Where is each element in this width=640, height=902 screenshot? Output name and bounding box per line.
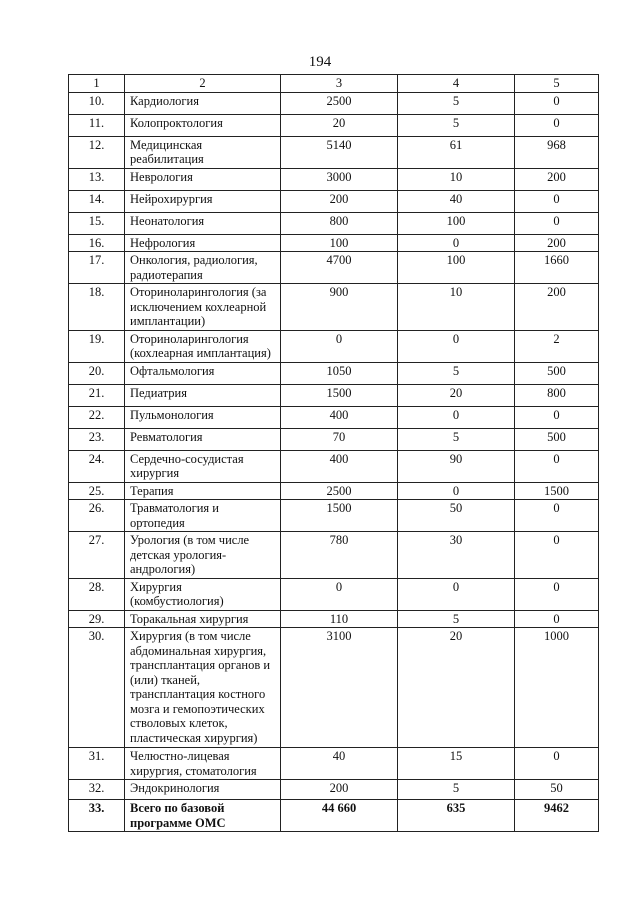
row-value-col4: 20	[398, 384, 515, 406]
row-specialty: Нефрология	[125, 234, 281, 252]
table-row	[69, 252, 599, 284]
data-table	[68, 74, 599, 832]
row-value-col4: 30	[398, 532, 515, 579]
row-value-col5: 500	[515, 428, 599, 450]
row-number: 16.	[69, 234, 125, 252]
row-value-col4: 5	[398, 780, 515, 800]
row-value-col4: 10	[398, 284, 515, 331]
row-value-col5: 200	[515, 284, 599, 331]
table-row	[69, 330, 599, 362]
row-value-col4: 0	[398, 578, 515, 610]
row-number: 33.	[69, 800, 125, 832]
row-number: 15.	[69, 212, 125, 234]
row-value-col4: 5	[398, 362, 515, 384]
row-value-col3: 780	[281, 532, 398, 579]
table-row	[69, 92, 599, 114]
row-number: 30.	[69, 628, 125, 748]
row-value-col5: 0	[515, 532, 599, 579]
row-value-col5: 0	[515, 92, 599, 114]
row-specialty: Травматология и ортопедия	[125, 500, 281, 532]
row-specialty: Кардиология	[125, 92, 281, 114]
column-header-2: 2	[125, 75, 281, 93]
row-value-col4: 40	[398, 190, 515, 212]
row-value-col5: 0	[515, 406, 599, 428]
table-row	[69, 578, 599, 610]
table-row	[69, 450, 599, 482]
table-row	[69, 482, 599, 500]
row-specialty: Хирургия (в том числе абдоминальная хирургия, трансплантация органов и (или) тканей, трансплантация костного мозга и гемопоэтических стволовых клеток, пластическая хирургия)	[125, 628, 281, 748]
row-value-col5: 200	[515, 168, 599, 190]
table-row	[69, 428, 599, 450]
row-value-col4: 0	[398, 406, 515, 428]
row-value-col3: 3000	[281, 168, 398, 190]
table-row	[69, 610, 599, 628]
row-value-col3: 0	[281, 578, 398, 610]
row-specialty: Пульмонология	[125, 406, 281, 428]
row-value-col4: 0	[398, 234, 515, 252]
row-value-col5: 1500	[515, 482, 599, 500]
row-number: 21.	[69, 384, 125, 406]
table-row	[69, 748, 599, 780]
table-row	[69, 284, 599, 331]
row-value-col3: 1050	[281, 362, 398, 384]
column-header-3: 3	[281, 75, 398, 93]
row-value-col4: 100	[398, 252, 515, 284]
table-row	[69, 800, 599, 832]
row-value-col5: 968	[515, 136, 599, 168]
row-value-col4: 5	[398, 114, 515, 136]
row-specialty: Урология (в том числе детская урология-андрология)	[125, 532, 281, 579]
row-value-col3: 40	[281, 748, 398, 780]
row-value-col5: 0	[515, 190, 599, 212]
column-header-5: 5	[515, 75, 599, 93]
row-specialty: Колопроктология	[125, 114, 281, 136]
row-value-col5: 200	[515, 234, 599, 252]
row-value-col3: 800	[281, 212, 398, 234]
row-value-col3: 200	[281, 780, 398, 800]
row-specialty: Оториноларингология (кохлеарная имплантация)	[125, 330, 281, 362]
row-specialty: Ревматология	[125, 428, 281, 450]
row-value-col3: 5140	[281, 136, 398, 168]
row-number: 23.	[69, 428, 125, 450]
row-value-col5: 500	[515, 362, 599, 384]
row-value-col5: 0	[515, 450, 599, 482]
row-value-col4: 0	[398, 330, 515, 362]
row-value-col3: 0	[281, 330, 398, 362]
row-value-col3: 70	[281, 428, 398, 450]
row-number: 26.	[69, 500, 125, 532]
row-value-col5: 2	[515, 330, 599, 362]
row-specialty: Неврология	[125, 168, 281, 190]
row-value-col5: 50	[515, 780, 599, 800]
row-value-col3: 20	[281, 114, 398, 136]
header-row	[69, 75, 599, 93]
row-number: 27.	[69, 532, 125, 579]
row-value-col3: 1500	[281, 384, 398, 406]
row-value-col3: 44 660	[281, 800, 398, 832]
row-specialty: Педиатрия	[125, 384, 281, 406]
table-row	[69, 212, 599, 234]
row-value-col5: 0	[515, 610, 599, 628]
row-value-col5: 0	[515, 212, 599, 234]
row-number: 20.	[69, 362, 125, 384]
row-value-col4: 61	[398, 136, 515, 168]
row-value-col5: 9462	[515, 800, 599, 832]
row-value-col3: 2500	[281, 92, 398, 114]
table-row	[69, 532, 599, 579]
table-row	[69, 628, 599, 748]
row-value-col3: 2500	[281, 482, 398, 500]
row-number: 22.	[69, 406, 125, 428]
row-number: 31.	[69, 748, 125, 780]
row-value-col4: 5	[398, 610, 515, 628]
table-row	[69, 500, 599, 532]
row-value-col5: 0	[515, 578, 599, 610]
table-row	[69, 406, 599, 428]
row-value-col3: 3100	[281, 628, 398, 748]
row-value-col5: 0	[515, 748, 599, 780]
page-number: 194	[308, 54, 332, 70]
column-header-1: 1	[69, 75, 125, 93]
table-row	[69, 114, 599, 136]
row-value-col5: 1660	[515, 252, 599, 284]
row-value-col4: 50	[398, 500, 515, 532]
row-number: 24.	[69, 450, 125, 482]
row-number: 14.	[69, 190, 125, 212]
row-specialty: Терапия	[125, 482, 281, 500]
table-row	[69, 780, 599, 800]
row-number: 11.	[69, 114, 125, 136]
table-row	[69, 234, 599, 252]
row-value-col5: 800	[515, 384, 599, 406]
row-number: 29.	[69, 610, 125, 628]
row-value-col3: 400	[281, 406, 398, 428]
column-header-4: 4	[398, 75, 515, 93]
row-value-col5: 0	[515, 500, 599, 532]
row-number: 19.	[69, 330, 125, 362]
row-number: 28.	[69, 578, 125, 610]
row-value-col3: 100	[281, 234, 398, 252]
row-specialty: Неонатология	[125, 212, 281, 234]
row-specialty: Оториноларингология (за исключением кохлеарной имплантации)	[125, 284, 281, 331]
row-value-col4: 635	[398, 800, 515, 832]
row-value-col4: 90	[398, 450, 515, 482]
row-value-col5: 1000	[515, 628, 599, 748]
row-value-col4: 5	[398, 428, 515, 450]
row-value-col4: 15	[398, 748, 515, 780]
table-row	[69, 136, 599, 168]
row-value-col4: 100	[398, 212, 515, 234]
row-value-col3: 1500	[281, 500, 398, 532]
row-value-col3: 900	[281, 284, 398, 331]
row-specialty: Торакальная хирургия	[125, 610, 281, 628]
row-number: 13.	[69, 168, 125, 190]
row-specialty: Офтальмология	[125, 362, 281, 384]
row-number: 12.	[69, 136, 125, 168]
row-number: 18.	[69, 284, 125, 331]
table-row	[69, 362, 599, 384]
row-value-col5: 0	[515, 114, 599, 136]
table-row	[69, 384, 599, 406]
row-specialty: Нейрохирургия	[125, 190, 281, 212]
row-value-col3: 400	[281, 450, 398, 482]
row-value-col4: 10	[398, 168, 515, 190]
row-specialty: Челюстно-лицевая хирургия, стоматология	[125, 748, 281, 780]
row-number: 32.	[69, 780, 125, 800]
row-specialty: Медицинская реабилитация	[125, 136, 281, 168]
row-specialty: Всего по базовой программе ОМС	[125, 800, 281, 832]
row-number: 25.	[69, 482, 125, 500]
row-number: 10.	[69, 92, 125, 114]
table-body	[69, 92, 599, 832]
row-value-col4: 0	[398, 482, 515, 500]
row-specialty: Хирургия (комбустиология)	[125, 578, 281, 610]
row-value-col4: 5	[398, 92, 515, 114]
row-value-col3: 4700	[281, 252, 398, 284]
table-row	[69, 168, 599, 190]
row-value-col3: 200	[281, 190, 398, 212]
row-specialty: Сердечно-сосудистая хирургия	[125, 450, 281, 482]
row-value-col3: 110	[281, 610, 398, 628]
row-specialty: Онкология, радиология, радиотерапия	[125, 252, 281, 284]
row-value-col4: 20	[398, 628, 515, 748]
table-row	[69, 190, 599, 212]
row-specialty: Эндокринология	[125, 780, 281, 800]
row-number: 17.	[69, 252, 125, 284]
